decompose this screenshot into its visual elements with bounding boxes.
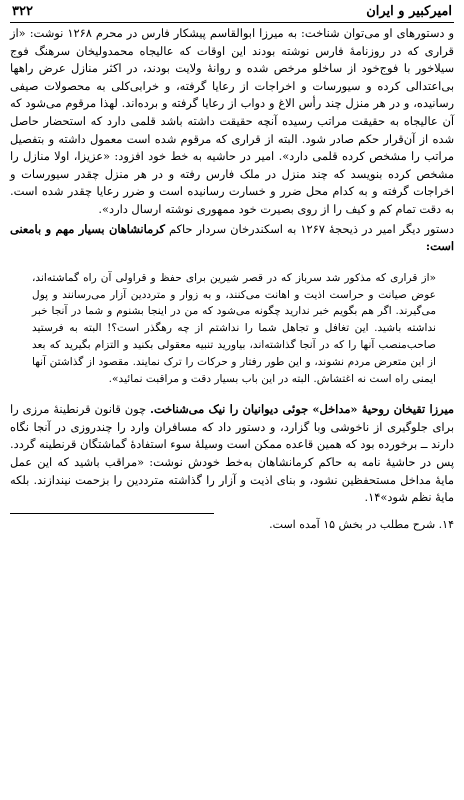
paragraph-2	[10, 221, 454, 256]
running-title: امیرکبیر و ایران	[366, 4, 452, 19]
paragraph-2-lead: دستور دیگر امیر در ذیحجهٔ ۱۲۶۷ به اسکندرخان سردار حاکم	[168, 221, 454, 236]
block-quote: «از قراری که مذکور شد سرباز که در قصر شیرین برای حفظ و قراولی آن راه گماشته‌اند، عوض صیانت و حراست اذیت و اهانت می‌کنند، و به زوار و مترددین آزار می‌رسانند و پول می‌گیرند. اگر هم بگویم خبر ندارید چگونه می‌شود که من در اینجا بشنوم و شما در آنجا خبر نداشته باشید. این تغافل و تجاهل شما را نداشتم از چه رهگذر است؟! البته به فرستید صاحب‌منصب آنها را که در آنجا گذاشته‌اند، بیاورید تنبیه معقولی بکنید و التزام بگیرید که بعد از این متعرض مردم نشوند، و این طور رفتار و حرکات را ترک نمایند. مقصود از گذاشتن آنها ایمنی راه است نه اغتشاش. البته در این باب بسیار دقت و مراقبت نمائید».	[32, 271, 436, 385]
paragraph-3-rest: چون قانون قرنطینهٔ مرزی را برای جلوگیری از ناخوشی وبا گزارد، و دستور داد که مسافران وارد را چندروزی در آنجا نگاه دارند ــ برخورده بود که همین قاعده ممکن است وسیلهٔ سوء استفادهٔ گماشتگان قرنطینه گردد. پس در حاشیهٔ نامه به حاکم کرمانشاهان به‌خط خودش نوشت: «مراقب باشید که این عمل مایهٔ مداخل مستحفظین نشود، و بنای اذیت و آزار را گذاشته مترددین را بزحمت نیندازند. بلکه مایهٔ نظم شود»۱۴.	[10, 402, 454, 505]
paragraph-2-bold: کرمانشاهان بسیار مهم و بامعنی است:	[10, 221, 454, 254]
paragraph-3	[10, 401, 454, 507]
paragraph-1: و دستورهای او می‌توان شناخت: به میرزا ابوالقاسم پیشکار فارس در محرم ۱۲۶۸ نوشت: «از قراری که در روزنامهٔ فارس نوشته بودند این اوقات که عالیجاه محمدولیخان سرهنگ فوج سیلاخور با فوج‌خود از ساخلو مرخص شده و روانهٔ ولایت بودند، در اکثر منازل عرض راهها بی‌اعتدالی کرده و سیورسات و اخراجات از رعایا گرفته، و خرابی‌کلی به محصولات صیفی رسانیده، و در هر منزل چند رأس الاغ و دواب از رعایا گرفته و برده‌اند. لهذا مرقوم می‌شود که آن عالیجاه به حقیقت مراتب رسیده آنچه حقیقت داشته باشد قلمی دارد که استحضار حاصل شده از آن‌قرار حکم صادر شود. البته از قراری که مرقوم شده است معمول داشته و بتفصیل مراتب را مشخص کرده قلمی دارد». امیر در حاشیه به خط خود افزود: «عزیزا، اولا منازل را مشخص کرده بنویسد که چند منزل در ملک فارس رفته و در هر منزل چقدر سیورسات و اخراجات گرفته و به کدام محل ضرر و خسارت رسانیده است و ضرر رعایا چقدر شده است. به دقت تمام کم و کیف را از روی بصیرت خود ممهوری نوشته ارسال دارد».	[10, 26, 455, 216]
footnote: ۱۴. شرح مطلب در بخش ۱۵ آمده است.	[269, 517, 454, 531]
paragraph-3-bold-lead: میرزا تقیخان روحیهٔ «مداخل» جوئی دیوانیان را نیک می‌شناخت.	[149, 402, 454, 417]
footnote-separator	[10, 513, 214, 514]
page-header	[10, 4, 454, 23]
page-number: ۳۲۲	[12, 4, 33, 19]
